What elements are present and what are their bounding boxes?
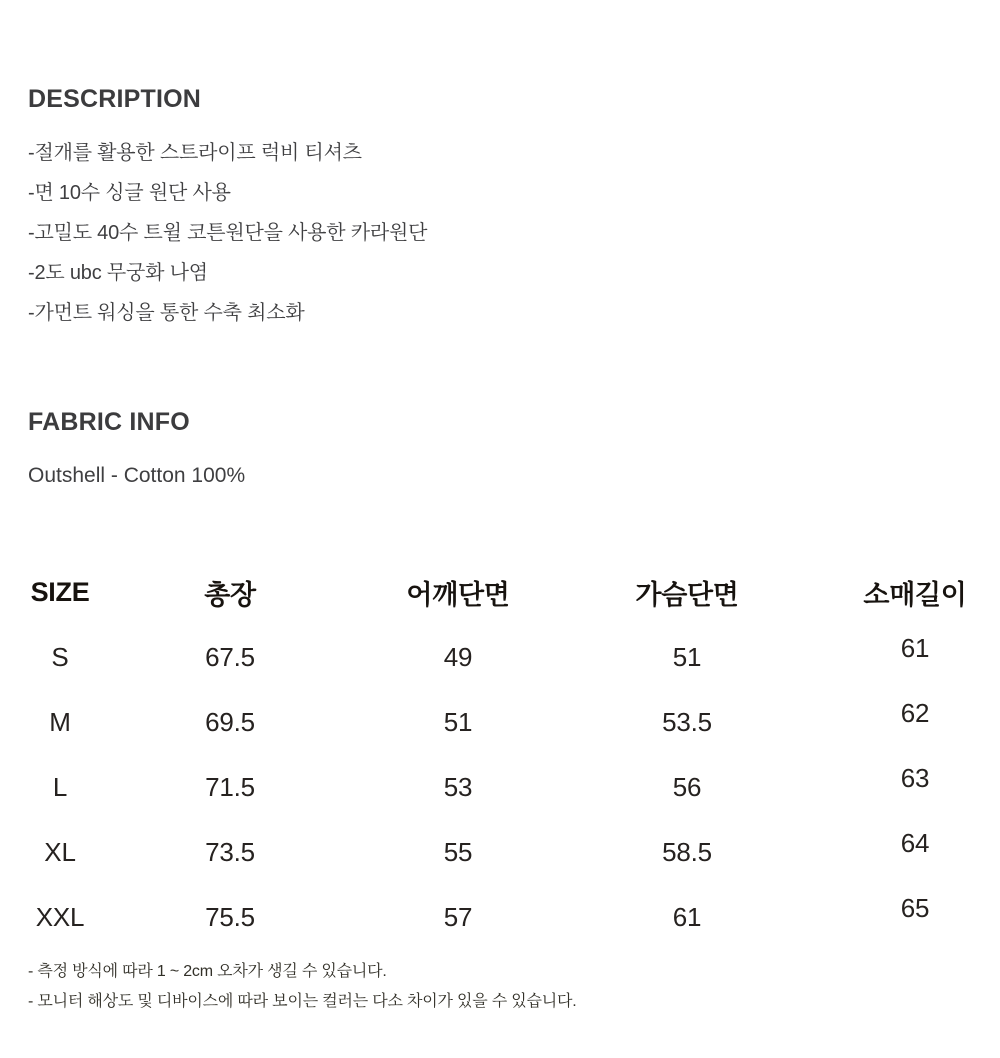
description-item: -절개를 활용한 스트라이프 럭비 티셔츠 <box>28 142 362 164</box>
total-length: 69.5 <box>205 707 255 737</box>
chest-width: 51 <box>672 642 702 672</box>
total-length: 73.5 <box>205 837 255 867</box>
table-row-xl <box>0 820 1000 885</box>
description-item: -가먼트 워싱을 통한 수축 최소화 <box>28 302 305 324</box>
size-label: XXL <box>35 902 85 932</box>
description-list <box>28 133 972 333</box>
note-measurement-tolerance: - 측정 방식에 따라 1 ~ 2cm 오차가 생길 수 있습니다. <box>28 963 387 980</box>
total-length: 71.5 <box>205 772 255 802</box>
column-header-chest-width: 가슴단면 <box>635 579 739 610</box>
table-row-m <box>0 690 1000 755</box>
chest-width: 53.5 <box>662 707 712 737</box>
sleeve-length: 65 <box>900 893 930 923</box>
sleeve-length: 61 <box>900 633 930 663</box>
description-item: -면 10수 싱글 원단 사용 <box>28 182 231 204</box>
size-label: L <box>52 772 68 802</box>
description-title: DESCRIPTION <box>28 85 202 113</box>
description-item: -고밀도 40수 트윌 코튼원단을 사용한 카라원단 <box>28 222 428 244</box>
size-table-header-row <box>0 569 1000 615</box>
chest-width: 61 <box>672 902 702 932</box>
sleeve-length: 64 <box>900 828 930 858</box>
column-header-sleeve-length: 소매길이 <box>863 579 967 610</box>
measurement-notes <box>28 957 972 1017</box>
size-label: M <box>49 707 71 737</box>
note-color-difference: - 모니터 해상도 및 디바이스에 따라 보이는 컬러는 다소 차이가 있을 수 있습니다. <box>28 993 577 1010</box>
description-item: -2도 ubc 무궁화 나염 <box>28 262 208 284</box>
sleeve-length: 62 <box>900 698 930 728</box>
size-label: XL <box>44 837 76 867</box>
table-row-l <box>0 755 1000 820</box>
fabric-info-content: Outshell - Cotton 100% <box>28 464 246 487</box>
shoulder-width: 57 <box>443 902 473 932</box>
shoulder-width: 53 <box>443 772 473 802</box>
fabric-info-title: FABRIC INFO <box>28 408 190 436</box>
size-table <box>0 569 1000 950</box>
column-header-shoulder-width: 어깨단면 <box>406 579 510 610</box>
chest-width: 56 <box>672 772 702 802</box>
shoulder-width: 51 <box>443 707 473 737</box>
total-length: 75.5 <box>205 902 255 932</box>
size-table-body <box>0 625 1000 950</box>
column-header-size: SIZE <box>30 576 90 607</box>
column-header-total-length: 총장 <box>204 579 256 610</box>
sleeve-length: 63 <box>900 763 930 793</box>
total-length: 67.5 <box>205 642 255 672</box>
table-row-xxl <box>0 885 1000 950</box>
size-label: S <box>51 642 69 672</box>
shoulder-width: 49 <box>443 642 473 672</box>
chest-width: 58.5 <box>662 837 712 867</box>
shoulder-width: 55 <box>443 837 473 867</box>
table-row-s <box>0 625 1000 690</box>
